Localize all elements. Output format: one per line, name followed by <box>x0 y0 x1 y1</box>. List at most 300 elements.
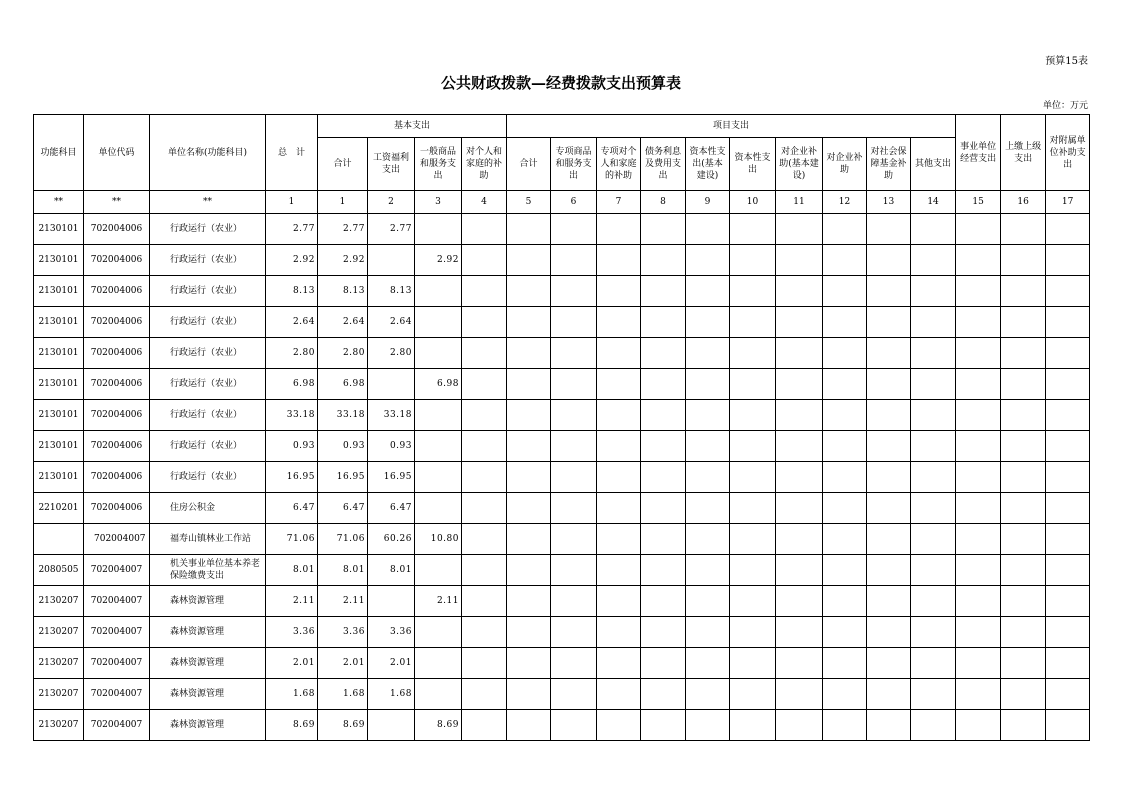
empty-cell <box>641 214 686 245</box>
header-project-col: 专项对个人和家庭的补助 <box>597 138 641 191</box>
empty-cell <box>730 431 776 462</box>
empty-cell <box>641 617 686 648</box>
header-basic-col: 合计 <box>318 138 368 191</box>
empty-cell <box>641 679 686 710</box>
index-cell: 15 <box>956 191 1001 214</box>
unit-code-cell: 702004007 <box>84 617 150 648</box>
empty-cell <box>507 338 551 369</box>
goods-cell: 2.11 <box>415 586 462 617</box>
empty-cell <box>776 555 823 586</box>
empty-cell <box>911 245 956 276</box>
func-code-cell: 2130207 <box>34 617 84 648</box>
empty-cell <box>867 245 911 276</box>
basic-total-cell: 3.36 <box>318 617 368 648</box>
empty-cell <box>867 276 911 307</box>
unit-code-cell: 702004006 <box>84 400 150 431</box>
goods-cell <box>415 617 462 648</box>
empty-cell <box>867 369 911 400</box>
empty-cell <box>956 524 1001 555</box>
empty-cell <box>911 214 956 245</box>
empty-cell <box>686 214 730 245</box>
empty-cell <box>730 369 776 400</box>
empty-cell <box>551 586 597 617</box>
empty-cell <box>597 555 641 586</box>
index-cell: 16 <box>1001 191 1046 214</box>
basic-total-cell: 6.47 <box>318 493 368 524</box>
header-project-col: 对企业补助 <box>823 138 867 191</box>
empty-cell <box>641 276 686 307</box>
header-project-col: 资本性支出 <box>730 138 776 191</box>
unit-name-cell: 行政运行（农业） <box>150 431 266 462</box>
empty-cell <box>776 617 823 648</box>
empty-cell <box>776 369 823 400</box>
empty-cell <box>956 276 1001 307</box>
header-name: 单位名称(功能科目) <box>150 115 266 191</box>
basic-total-cell: 8.13 <box>318 276 368 307</box>
empty-cell <box>730 245 776 276</box>
empty-cell <box>823 617 867 648</box>
empty-cell <box>462 617 507 648</box>
func-code-cell: 2130207 <box>34 679 84 710</box>
empty-cell <box>686 617 730 648</box>
empty-cell <box>507 462 551 493</box>
empty-cell <box>686 524 730 555</box>
salary-cell: 8.01 <box>368 555 415 586</box>
func-code-cell: 2130101 <box>34 245 84 276</box>
basic-total-cell: 8.01 <box>318 555 368 586</box>
empty-cell <box>1001 679 1046 710</box>
empty-cell <box>597 369 641 400</box>
unit-code-cell: 702004006 <box>84 307 150 338</box>
empty-cell <box>507 276 551 307</box>
empty-cell <box>551 555 597 586</box>
table-row <box>34 555 1090 586</box>
total-cell: 2.77 <box>266 214 318 245</box>
empty-cell <box>641 245 686 276</box>
budget-table <box>33 114 1090 741</box>
header-project-col: 对社会保障基金补助 <box>867 138 911 191</box>
unit-name-cell: 福寿山镇林业工作站 <box>150 524 266 555</box>
salary-cell: 33.18 <box>368 400 415 431</box>
empty-cell <box>551 493 597 524</box>
empty-cell <box>956 400 1001 431</box>
empty-cell <box>911 431 956 462</box>
empty-cell <box>911 524 956 555</box>
empty-cell <box>1001 493 1046 524</box>
header-basic: 基本支出 <box>318 115 507 138</box>
empty-cell <box>911 338 956 369</box>
empty-cell <box>551 338 597 369</box>
header-project-col: 专项商品和服务支出 <box>551 138 597 191</box>
empty-cell <box>686 493 730 524</box>
empty-cell <box>867 586 911 617</box>
empty-cell <box>1001 307 1046 338</box>
empty-cell <box>597 586 641 617</box>
empty-cell <box>462 586 507 617</box>
unit-name-cell: 行政运行（农业） <box>150 462 266 493</box>
empty-cell <box>686 338 730 369</box>
empty-cell <box>551 400 597 431</box>
empty-cell <box>641 369 686 400</box>
empty-cell <box>776 586 823 617</box>
empty-cell <box>462 710 507 741</box>
empty-cell <box>686 555 730 586</box>
header-func: 功能科目 <box>34 115 84 191</box>
index-cell: 4 <box>462 191 507 214</box>
func-code-cell: 2130207 <box>34 710 84 741</box>
empty-cell <box>641 307 686 338</box>
unit-code-cell: 702004007 <box>84 555 150 586</box>
unit-code-cell: 702004006 <box>84 493 150 524</box>
table-row <box>34 524 1090 555</box>
unit-code-cell: 702004007 <box>84 710 150 741</box>
empty-cell <box>641 462 686 493</box>
empty-cell <box>686 276 730 307</box>
empty-cell <box>776 462 823 493</box>
empty-cell <box>1001 710 1046 741</box>
empty-cell <box>823 369 867 400</box>
empty-cell <box>507 524 551 555</box>
total-cell: 2.80 <box>266 338 318 369</box>
basic-total-cell: 0.93 <box>318 431 368 462</box>
empty-cell <box>597 245 641 276</box>
empty-cell <box>462 307 507 338</box>
table-row <box>34 307 1090 338</box>
empty-cell <box>507 431 551 462</box>
empty-cell <box>1001 431 1046 462</box>
empty-cell <box>1046 524 1090 555</box>
empty-cell <box>776 648 823 679</box>
unit-name-cell: 森林资源管理 <box>150 648 266 679</box>
empty-cell <box>956 369 1001 400</box>
func-code-cell: 2130101 <box>34 338 84 369</box>
empty-cell <box>956 679 1001 710</box>
empty-cell <box>1001 648 1046 679</box>
empty-cell <box>551 524 597 555</box>
salary-cell <box>368 369 415 400</box>
empty-cell <box>641 524 686 555</box>
unit-code-cell: 702004006 <box>84 431 150 462</box>
goods-cell <box>415 276 462 307</box>
total-cell: 1.68 <box>266 679 318 710</box>
empty-cell <box>776 338 823 369</box>
empty-cell <box>551 276 597 307</box>
salary-cell <box>368 586 415 617</box>
unit-code-cell: 702004007 <box>84 524 150 555</box>
empty-cell <box>686 679 730 710</box>
empty-cell <box>867 555 911 586</box>
empty-cell <box>730 400 776 431</box>
empty-cell <box>597 648 641 679</box>
total-cell: 33.18 <box>266 400 318 431</box>
empty-cell <box>730 648 776 679</box>
empty-cell <box>507 307 551 338</box>
basic-total-cell: 2.64 <box>318 307 368 338</box>
empty-cell <box>1046 307 1090 338</box>
empty-cell <box>551 307 597 338</box>
basic-total-cell: 2.11 <box>318 586 368 617</box>
basic-total-cell: 2.80 <box>318 338 368 369</box>
empty-cell <box>730 493 776 524</box>
empty-cell <box>641 431 686 462</box>
empty-cell <box>776 710 823 741</box>
func-code-cell: 2130101 <box>34 307 84 338</box>
index-cell: 12 <box>823 191 867 214</box>
empty-cell <box>507 214 551 245</box>
salary-cell <box>368 245 415 276</box>
empty-cell <box>823 276 867 307</box>
unit-name-cell: 行政运行（农业） <box>150 276 266 307</box>
goods-cell: 10.80 <box>415 524 462 555</box>
salary-cell: 2.77 <box>368 214 415 245</box>
empty-cell <box>956 245 1001 276</box>
total-cell: 2.01 <box>266 648 318 679</box>
empty-cell <box>686 245 730 276</box>
index-cell: 1 <box>318 191 368 214</box>
empty-cell <box>462 338 507 369</box>
empty-cell <box>823 648 867 679</box>
empty-cell <box>730 555 776 586</box>
unit-name-cell: 行政运行（农业） <box>150 338 266 369</box>
unit-name-cell: 住房公积金 <box>150 493 266 524</box>
empty-cell <box>867 214 911 245</box>
empty-cell <box>462 214 507 245</box>
empty-cell <box>1046 617 1090 648</box>
empty-cell <box>956 648 1001 679</box>
empty-cell <box>597 710 641 741</box>
empty-cell <box>867 524 911 555</box>
func-code-cell: 2130101 <box>34 400 84 431</box>
empty-cell <box>730 524 776 555</box>
empty-cell <box>730 214 776 245</box>
empty-cell <box>1046 648 1090 679</box>
empty-cell <box>551 648 597 679</box>
empty-cell <box>1046 555 1090 586</box>
empty-cell <box>462 245 507 276</box>
empty-cell <box>1001 338 1046 369</box>
empty-cell <box>956 431 1001 462</box>
empty-cell <box>597 214 641 245</box>
table-row <box>34 338 1090 369</box>
header-subsidy: 对附属单位补助支出 <box>1046 115 1090 191</box>
empty-cell <box>1046 369 1090 400</box>
unit-code-cell: 702004006 <box>84 276 150 307</box>
empty-cell <box>730 617 776 648</box>
empty-cell <box>730 586 776 617</box>
empty-cell <box>867 338 911 369</box>
empty-cell <box>823 462 867 493</box>
empty-cell <box>597 493 641 524</box>
total-cell: 6.98 <box>266 369 318 400</box>
empty-cell <box>1046 400 1090 431</box>
empty-cell <box>641 648 686 679</box>
index-cell: 6 <box>551 191 597 214</box>
table-row <box>34 245 1090 276</box>
func-code-cell: 2130207 <box>34 586 84 617</box>
empty-cell <box>641 400 686 431</box>
empty-cell <box>776 431 823 462</box>
salary-cell: 2.64 <box>368 307 415 338</box>
table-row <box>34 586 1090 617</box>
empty-cell <box>956 338 1001 369</box>
salary-cell: 16.95 <box>368 462 415 493</box>
empty-cell <box>911 679 956 710</box>
empty-cell <box>551 431 597 462</box>
empty-cell <box>776 524 823 555</box>
empty-cell <box>597 524 641 555</box>
total-cell: 71.06 <box>266 524 318 555</box>
empty-cell <box>507 493 551 524</box>
empty-cell <box>686 431 730 462</box>
goods-cell <box>415 400 462 431</box>
empty-cell <box>823 400 867 431</box>
unit-code-cell: 702004006 <box>84 214 150 245</box>
empty-cell <box>1046 493 1090 524</box>
goods-cell: 2.92 <box>415 245 462 276</box>
empty-cell <box>823 245 867 276</box>
empty-cell <box>462 400 507 431</box>
empty-cell <box>462 493 507 524</box>
index-cell: 17 <box>1046 191 1090 214</box>
empty-cell <box>823 338 867 369</box>
empty-cell <box>641 493 686 524</box>
goods-cell: 6.98 <box>415 369 462 400</box>
empty-cell <box>462 648 507 679</box>
empty-cell <box>823 555 867 586</box>
total-cell: 6.47 <box>266 493 318 524</box>
empty-cell <box>1001 617 1046 648</box>
index-row <box>34 191 1090 214</box>
total-cell: 16.95 <box>266 462 318 493</box>
empty-cell <box>730 710 776 741</box>
empty-cell <box>867 400 911 431</box>
empty-cell <box>1046 586 1090 617</box>
empty-cell <box>867 679 911 710</box>
empty-cell <box>1001 586 1046 617</box>
empty-cell <box>911 276 956 307</box>
salary-cell: 2.80 <box>368 338 415 369</box>
header-basic-col: 工资福利支出 <box>368 138 415 191</box>
unit-name-cell: 行政运行（农业） <box>150 214 266 245</box>
empty-cell <box>1046 245 1090 276</box>
empty-cell <box>867 493 911 524</box>
salary-cell: 8.13 <box>368 276 415 307</box>
empty-cell <box>551 710 597 741</box>
empty-cell <box>641 710 686 741</box>
unit-label: 单位：万元 <box>1042 101 1088 111</box>
func-code-cell: 2130207 <box>34 648 84 679</box>
empty-cell <box>776 400 823 431</box>
empty-cell <box>507 617 551 648</box>
page-title: 公共财政拨款—经费拨款支出预算表 <box>440 74 681 92</box>
header-basic-col: 对个人和家庭的补助 <box>462 138 507 191</box>
index-cell: 13 <box>867 191 911 214</box>
total-cell: 8.69 <box>266 710 318 741</box>
func-code-cell: 2130101 <box>34 462 84 493</box>
empty-cell <box>867 648 911 679</box>
empty-cell <box>1001 214 1046 245</box>
basic-total-cell: 2.01 <box>318 648 368 679</box>
empty-cell <box>462 524 507 555</box>
unit-name-cell: 森林资源管理 <box>150 679 266 710</box>
empty-cell <box>911 648 956 679</box>
empty-cell <box>641 586 686 617</box>
func-code-cell <box>34 524 84 555</box>
empty-cell <box>597 338 641 369</box>
goods-cell: 8.69 <box>415 710 462 741</box>
unit-name-cell: 行政运行（农业） <box>150 245 266 276</box>
empty-cell <box>1001 462 1046 493</box>
basic-total-cell: 2.92 <box>318 245 368 276</box>
basic-total-cell: 1.68 <box>318 679 368 710</box>
empty-cell <box>1046 276 1090 307</box>
empty-cell <box>551 245 597 276</box>
empty-cell <box>730 338 776 369</box>
table-row <box>34 214 1090 245</box>
empty-cell <box>686 648 730 679</box>
salary-cell <box>368 710 415 741</box>
index-cell: 10 <box>730 191 776 214</box>
total-cell: 0.93 <box>266 431 318 462</box>
func-code-cell: 2210201 <box>34 493 84 524</box>
empty-cell <box>551 214 597 245</box>
empty-cell <box>597 307 641 338</box>
table-row <box>34 276 1090 307</box>
empty-cell <box>686 586 730 617</box>
unit-name-cell: 机关事业单位基本养老保险缴费支出 <box>150 555 266 586</box>
empty-cell <box>956 493 1001 524</box>
empty-cell <box>823 214 867 245</box>
empty-cell <box>1046 431 1090 462</box>
empty-cell <box>597 617 641 648</box>
empty-cell <box>551 617 597 648</box>
table-row <box>34 710 1090 741</box>
index-cell: 14 <box>911 191 956 214</box>
empty-cell <box>1001 400 1046 431</box>
empty-cell <box>1046 462 1090 493</box>
table-row <box>34 648 1090 679</box>
empty-cell <box>867 431 911 462</box>
empty-cell <box>462 679 507 710</box>
empty-cell <box>641 555 686 586</box>
empty-cell <box>956 617 1001 648</box>
empty-cell <box>507 555 551 586</box>
empty-cell <box>956 462 1001 493</box>
unit-name-cell: 森林资源管理 <box>150 586 266 617</box>
empty-cell <box>730 462 776 493</box>
goods-cell <box>415 462 462 493</box>
header-project-col: 资本性支出(基本建设) <box>686 138 730 191</box>
empty-cell <box>911 307 956 338</box>
empty-cell <box>867 307 911 338</box>
empty-cell <box>1046 710 1090 741</box>
goods-cell <box>415 648 462 679</box>
empty-cell <box>823 493 867 524</box>
goods-cell <box>415 214 462 245</box>
header-project: 项目支出 <box>507 115 956 138</box>
header-upper: 上缴上级支出 <box>1001 115 1046 191</box>
header-code: 单位代码 <box>84 115 150 191</box>
empty-cell <box>507 710 551 741</box>
empty-cell <box>551 462 597 493</box>
unit-name-cell: 行政运行（农业） <box>150 307 266 338</box>
empty-cell <box>686 369 730 400</box>
unit-code-cell: 702004007 <box>84 679 150 710</box>
salary-cell: 0.93 <box>368 431 415 462</box>
empty-cell <box>597 400 641 431</box>
salary-cell: 3.36 <box>368 617 415 648</box>
index-cell: ** <box>34 191 84 214</box>
